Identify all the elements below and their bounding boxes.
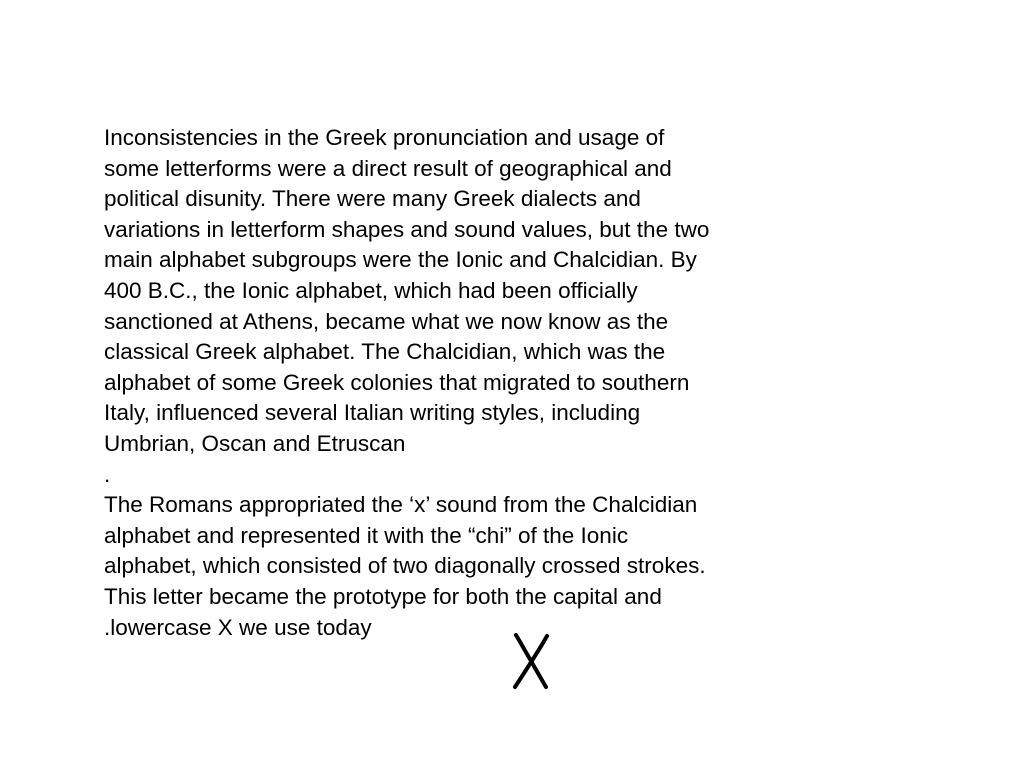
- paragraph1-line: political disunity. There were many Greek dialects and: [104, 186, 641, 212]
- paragraph1-line: some letterforms were a direct result of geographical and: [104, 155, 672, 181]
- paragraph1-line: classical Greek alphabet. The Chalcidian, which was the: [104, 339, 666, 365]
- paragraph1-line: Italy, influenced several Italian writing styles, including: [104, 400, 641, 426]
- paragraph1-line: Umbrian, Oscan and Etruscan: [104, 430, 406, 456]
- paragraph1-line: sanctioned at Athens, became what we now know as the: [104, 308, 669, 334]
- paragraph1-line: variations in letterform shapes and sound values, but the two: [104, 216, 710, 242]
- paragraph1-line: main alphabet subgroups were the Ionic and Chalcidian. By: [104, 247, 697, 273]
- separator-dot: .: [104, 461, 111, 487]
- x-letter-image: [508, 630, 554, 692]
- paragraph1-line: 400 B.C., the Ionic alphabet, which had been officially: [104, 277, 638, 303]
- paragraph1-line: alphabet of some Greek colonies that migrated to southern: [104, 369, 690, 395]
- paragraph2-line: alphabet and represented it with the “chi” of the Ionic: [104, 522, 629, 548]
- paragraph1-line: Inconsistencies in the Greek pronunciation and usage of: [104, 125, 665, 150]
- paragraph2-line: This letter became the prototype for both the capital and: [104, 583, 662, 609]
- body-text: [104, 123, 824, 643]
- paragraph2-line: .lowercase X we use today: [104, 614, 372, 640]
- paragraph2-line: The Romans appropriated the ‘x’ sound from the Chalcidian: [104, 492, 698, 518]
- paragraph2-line: alphabet, which consisted of two diagonally crossed strokes.: [104, 553, 706, 579]
